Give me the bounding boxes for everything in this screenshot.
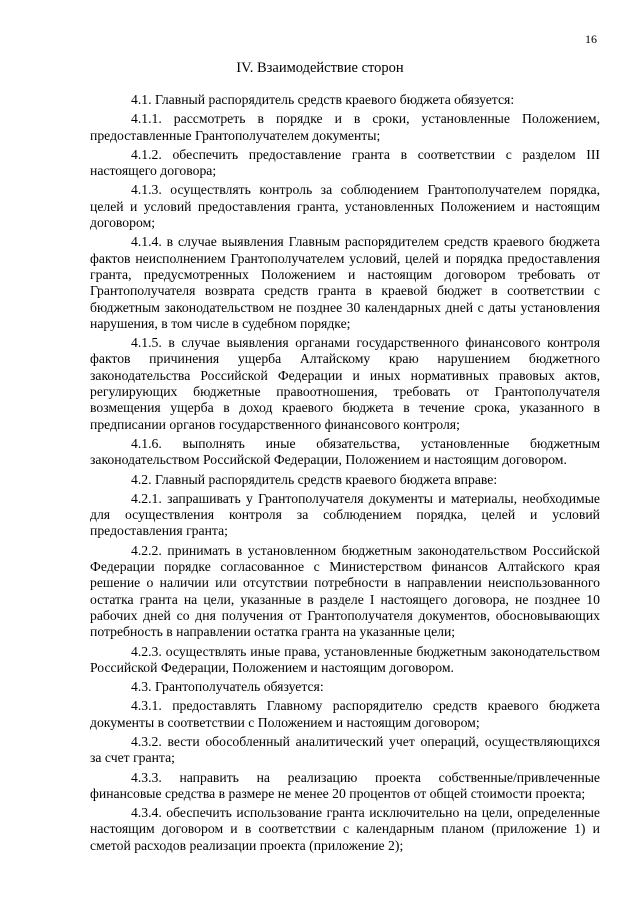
paragraph-4-1-1: 4.1.1. рассмотреть в порядке и в сроки, установленные Положением, предоставленные Грантополучателем документы; xyxy=(90,111,600,143)
paragraph-4-1-4: 4.1.4. в случае выявления Главным распорядителем средств краевого бюджета фактов неисполнением Грантополучателем условий, целей и порядка предоставления гранта, предусмотренных Положением и настоящим договором требовать от Грантополучателя возврата средств гранта в краевой бюджет в соответствии с бюджетным законодательством не позднее 30 календарных дней с даты установления нарушения, в том числе в судебном порядке; xyxy=(90,234,600,331)
paragraph-4-2-1: 4.2.1. запрашивать у Грантополучателя документы и материалы, необходимые для осуществления контроля за соблюдением порядка, целей и условий предоставления гранта; xyxy=(90,490,600,539)
page-number: 16 xyxy=(585,32,597,46)
paragraph-4-3-4: 4.3.4. обеспечить использование гранта исключительно на цели, определенные настоящим договором и в соответствии с календарным планом (приложение 1) и сметой расходов реализации проекта (приложение 2); xyxy=(90,805,600,853)
paragraph-4-1: 4.1. Главный распорядитель средств краевого бюджета обязуется: xyxy=(131,92,515,107)
paragraph-4-2: 4.2. Главный распорядитель средств краевого бюджета вправе: xyxy=(131,471,498,487)
paragraph-4-3-3: 4.3.3. направить на реализацию проекта собственные/привлеченные финансовые средства в размере не менее 20 процентов от общей стоимости проекта; xyxy=(90,769,600,801)
section-title: IV. Взаимодействие сторон xyxy=(236,60,404,76)
paragraph-4-3-1: 4.3.1. предоставлять Главному распорядителю средств краевого бюджета документы в соответствии с Положением и настоящим договором; xyxy=(90,698,600,730)
paragraph-4-1-6: 4.1.6. выполнять иные обязательства, установленные бюджетным законодательством Российской Федерации, Положением и настоящим договором. xyxy=(90,435,600,468)
paragraph-4-2-2: 4.2.2. принимать в установленном бюджетным законодательством Российской Федерации порядке согласованное с Министерством финансов Алтайского края решение о наличии или отсутствии потребности в направлении неиспользованного остатка гранта на цели, указанные в разделе I настоящего договора, не позднее 10 рабочих дней со дня получения от Грантополучателя документов, обосновывающих потребность в направлении остатка гранта на указанные цели; xyxy=(90,542,600,640)
paragraph-4-1-5: 4.1.5. в случае выявления органами государственного финансового контроля фактов причинения ущерба Алтайскому краю нарушением бюджетного законодательства Российской Федерации и иных нормативных правовых актов, регулирующих бюджетные правоотношения, требовать от Грантополучателя возмещения ущерба в доход краевого бюджета в течение срока, указанного в предписании органов государственного финансового контроля; xyxy=(90,335,600,432)
paragraph-4-1-3: 4.1.3. осуществлять контроль за соблюдением Грантополучателем порядка, целей и условий предоставления гранта, установленных Положением и настоящим договором; xyxy=(90,182,600,231)
document-body xyxy=(90,92,600,857)
paragraph-4-3-2: 4.3.2. вести обособленный аналитический учет операций, осуществляющихся за счет гранта; xyxy=(90,733,600,766)
paragraph-4-1-2: 4.1.2. обеспечить предоставление гранта в соответствии с разделом III настоящего договора; xyxy=(90,146,600,179)
paragraph-4-2-3: 4.2.3. осуществлять иные права, установленные бюджетным законодательством Российской Федерации, Положением и настоящим договором. xyxy=(90,643,600,675)
paragraph-4-3: 4.3. Грантополучатель обязуется: xyxy=(131,679,324,695)
